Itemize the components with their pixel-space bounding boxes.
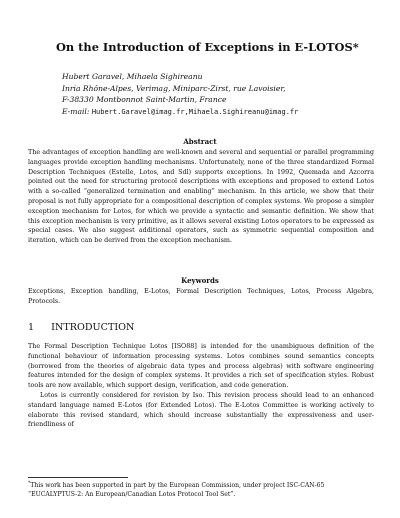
footnote [28, 480, 374, 499]
footnote-rule [28, 477, 128, 478]
abstract-heading: Abstract [183, 137, 217, 146]
author-email-line [62, 106, 392, 119]
intro-paragraph-2: Lotos is currently considered for revision by Iso. This revision process should lead to an enhanced standard language named E-Lotos (for Extended Lotos). The E-Lotos Committee is working actively to elaborate this revised standard, which should increase substantially the expressiveness and user-friendliness of [28, 391, 374, 429]
author-block [62, 71, 392, 118]
section-title: INTRODUCTION [51, 322, 135, 333]
author-address: F-38330 Montbonnot Saint-Martin, France [62, 95, 227, 105]
author-names: Hubert Garavel, Mihaela Sighireanu [62, 72, 203, 81]
author-affiliation: Inria Rhône-Alpes, Verimag, Miniparc-Zirst, rue Lavoisier, [62, 83, 286, 93]
footnote-text: This work has been supported in part by the European Commission, under project ISC-CAN-65 “EUCALYPTUS-2: An European/Canadian Lotos Protocol Tool Set”. [28, 482, 325, 498]
intro-paragraph-1: The Formal Description Technique Lotos [ISO88] is intended for the unambiguous definition of the functional behaviour of information processing systems. Lotos combines sound semantics concepts (borrowed from the theories of algebraic data types and process algebras) with software engineering features intended for the design of complex systems. It provides a rich set of specification styles. Robust tools are now available, which support design, verification, and code generation. [28, 343, 374, 390]
email-addresses: Hubert.Garavel@imag.fr,Mihaela.Sighireanu@imag.fr [91, 107, 299, 116]
section-number: 1 [28, 322, 35, 333]
footnote-mark: * [28, 481, 31, 486]
section-heading [28, 322, 134, 333]
introduction-body [28, 342, 374, 430]
keywords-text: Exceptions, Exception handling, E-Lotos, Formal Description Techniques, Lotos, Process Algebra, Protocols. [28, 288, 374, 305]
abstract-text: The advantages of exception handling are well-known and several and sequential or parallel programming languages provide exception handling mechanisms. Unfortunately, none of the three standardized Formal Description Techniques (Estelle, Lotos, and Sdl) supports exceptions. In 1992, Quemada and Azcorra pointed out the need for structuring protocol descriptions with exceptions and proposed to extend Lotos with a so-called “generalized termination and enabling” mechanism. In this article, we show that their proposal is not fully appropriate for a compositional description of complex systems. We propose a simpler exception mechanism for Lotos, for which we provide a syntactic and semantic definition. We show that this exception mechanism is very primitive, as it allows several existing Lotos operators to be expressed as special cases. We also suggest additional operators, such as symmetric sequential composition and iteration, which can be derived from the exception mechanism. [28, 149, 374, 245]
keywords-heading: Keywords [181, 276, 219, 285]
paper-title: On the Introduction of Exceptions in E-LOTOS* [56, 40, 359, 54]
email-label: E-mail: [62, 106, 90, 116]
